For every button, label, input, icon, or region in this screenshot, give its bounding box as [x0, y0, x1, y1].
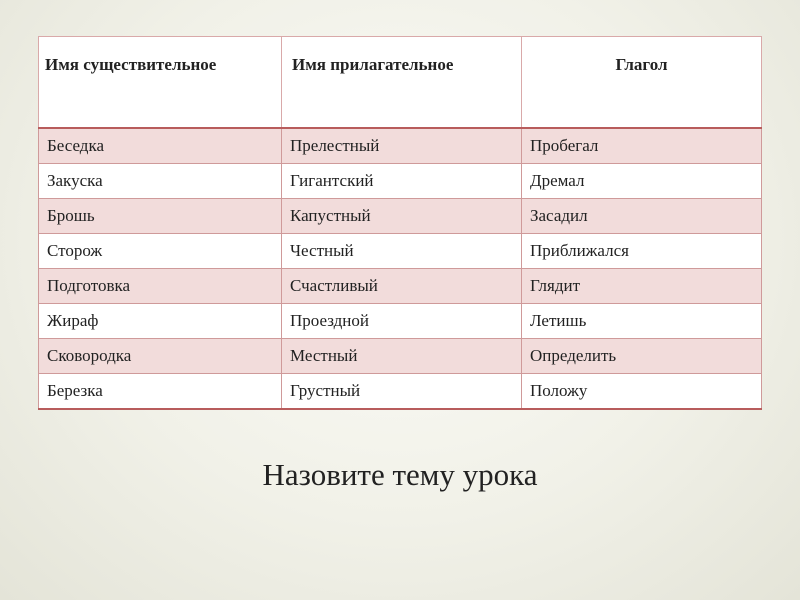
- cell-noun: Жираф: [39, 304, 282, 339]
- cell-adjective: Грустный: [282, 374, 522, 410]
- cell-verb: Пробегал: [522, 128, 762, 164]
- header-noun: Имя существительное: [39, 37, 282, 129]
- cell-noun: Березка: [39, 374, 282, 410]
- table-body: [39, 128, 762, 409]
- table-row: [39, 374, 762, 410]
- cell-adjective: Честный: [282, 234, 522, 269]
- cell-verb: Засадил: [522, 199, 762, 234]
- table-row: [39, 339, 762, 374]
- cell-adjective: Капустный: [282, 199, 522, 234]
- cell-adjective: Счастливый: [282, 269, 522, 304]
- cell-verb: Определить: [522, 339, 762, 374]
- cell-verb: Положу: [522, 374, 762, 410]
- cell-adjective: Гигантский: [282, 164, 522, 199]
- lesson-prompt: Назовите тему урока: [262, 457, 538, 492]
- cell-noun: Закуска: [39, 164, 282, 199]
- header-verb: Глагол: [522, 37, 762, 129]
- cell-noun: Сторож: [39, 234, 282, 269]
- cell-adjective: Проездной: [282, 304, 522, 339]
- table-row: [39, 234, 762, 269]
- table-header: [39, 37, 762, 129]
- table-row: [39, 199, 762, 234]
- cell-noun: Брошь: [39, 199, 282, 234]
- table-row: [39, 164, 762, 199]
- cell-verb: Глядит: [522, 269, 762, 304]
- cell-verb: Летишь: [522, 304, 762, 339]
- word-table: [38, 36, 762, 410]
- cell-adjective: Местный: [282, 339, 522, 374]
- cell-verb: Приближался: [522, 234, 762, 269]
- cell-noun: Беседка: [39, 128, 282, 164]
- table-row: [39, 304, 762, 339]
- header-adjective: Имя прилагательное: [282, 37, 522, 129]
- cell-noun: Сковородка: [39, 339, 282, 374]
- cell-adjective: Прелестный: [282, 128, 522, 164]
- cell-noun: Подготовка: [39, 269, 282, 304]
- cell-verb: Дремал: [522, 164, 762, 199]
- table-row: [39, 269, 762, 304]
- header-row: [39, 37, 762, 129]
- table-row: [39, 128, 762, 164]
